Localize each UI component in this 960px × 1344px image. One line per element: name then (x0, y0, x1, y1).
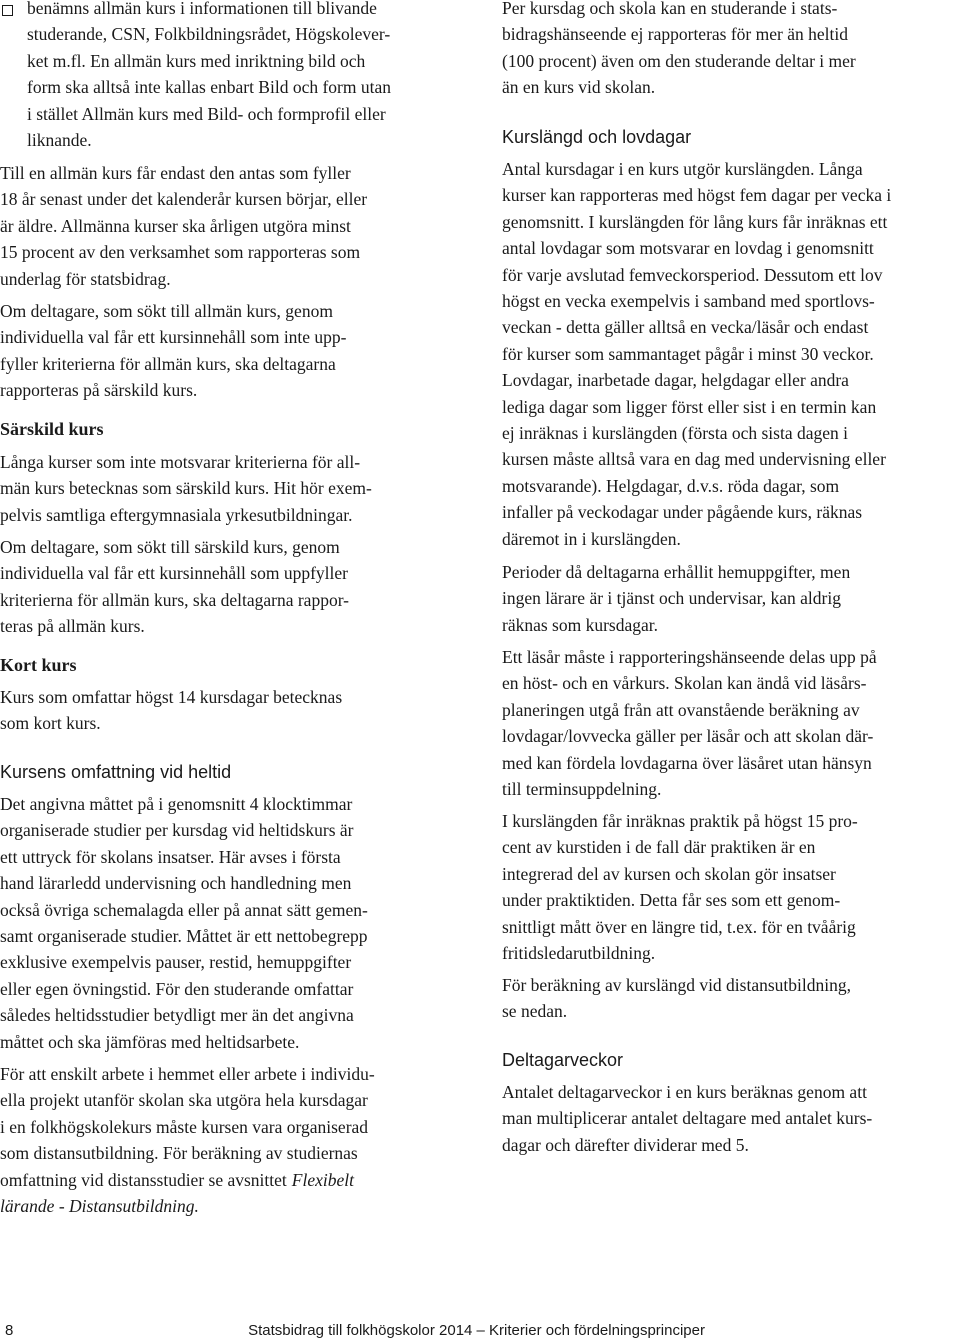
paragraph (0, 298, 347, 404)
text-line: ett uttryck för skolans insatser. Här avses i första (0, 846, 341, 867)
paragraph (0, 160, 367, 292)
text-line: än en kurs vid skolan. (502, 77, 656, 98)
text-line: som kort kurs. (0, 713, 101, 734)
text-line: kriterierna för allmän kurs, ska deltagarna rappor- (0, 589, 350, 610)
text-line: dagar och därefter dividerar med 5. (502, 1134, 749, 1155)
text-line: individuella val får ett kursinnehåll som uppfyller (0, 563, 348, 584)
text-line: Om deltagare, som sökt till allmän kurs, genom (0, 301, 333, 321)
footer-title: Statsbidrag till folkhögskolor 2014 – Kriterier och fördelningsprinciper (248, 1322, 705, 1339)
text-line: individuella val får ett kursinnehåll som inte upp- (0, 327, 347, 348)
text-line: Om deltagare, som sökt till särskild kurs, genom (0, 537, 340, 557)
text-line: planeringen utgå från att ovanstående beräkning av (502, 699, 860, 720)
paragraph (502, 808, 858, 966)
text-line: lediga dagar som ligger först eller sist i en termin kan (502, 396, 877, 417)
text-line: räknas som kursdagar. (502, 614, 659, 635)
text-line: liknande. (27, 130, 92, 151)
text-line: män kurs betecknas som särskild kurs. Hit hör exem- (0, 478, 372, 499)
text-line: underlag för statsbidrag. (0, 268, 171, 289)
text-line: samt organiserade studier. Måttet är ett nettobegrepp (0, 926, 368, 947)
text-line: bidragshänseende ej rapporteras för mer än heltid (502, 24, 848, 45)
text-line: som distansutbildning. För beräkning av studiernas (0, 1143, 358, 1164)
text-line: Långa kurser som inte motsvarar kriterierna för all- (0, 452, 361, 472)
text-line: således heltidsstudier betydligt mer än det angivna (0, 1005, 354, 1026)
bullet-text (0, 0, 452, 153)
text-line: kursen måste alltså vara en dag med undervisning eller (502, 449, 886, 470)
text-line: en höst- och en vårkurs. Skolan kan ändå vid läsårs- (502, 673, 867, 694)
page-footer (0, 1321, 960, 1341)
text-line: form ska alltså inte kallas enbart Bild och form utan (27, 77, 391, 98)
text-line: i stället Allmän kurs med Bild- och formprofil eller (27, 103, 386, 124)
text-line: måttet och ska jämföras med heltidsarbete. (0, 1031, 300, 1052)
text-line: I kurslängden får inräknas praktik på högst 15 pro- (502, 811, 858, 831)
text-line: Lovdagar, inarbetade dagar, helgdagar eller andra (502, 370, 849, 391)
text-line: motsvarande). Helgdagar, d.v.s. röda dagar, som (502, 475, 840, 496)
heading-kort-kurs: Kort kurs (0, 655, 77, 675)
text-line: 15 procent av den verksamhet som rapporteras som (0, 242, 361, 263)
text-line: för varje avslutad femveckorsperiod. Dessutom ett lov (502, 264, 883, 285)
text-line: Kurs som omfattar högst 14 kursdagar betecknas (0, 687, 343, 707)
paragraph (0, 449, 372, 528)
text-line: hand lärarledd undervisning och handledning men (0, 873, 352, 894)
text-line: benämns allmän kurs i informationen till blivande (27, 0, 377, 18)
text-line: Antal kursdagar i en kurs utgör kurslängden. Långa (502, 159, 863, 179)
paragraph (502, 156, 891, 552)
italic-reference-b: lärande - Distansutbildning. (0, 1196, 199, 1216)
paragraph (502, 559, 850, 638)
text-line: till terminsuppdelning. (502, 779, 662, 800)
text-line: med kan fördela lovdagarna över läsåret utan hänsyn (502, 752, 872, 773)
text-line: integrerad del av kursen och skolan gör insatser (502, 863, 836, 884)
heading-kursens-omfattning: Kursens omfattning vid heltid (0, 762, 232, 782)
text-line: (100 procent) även om den studerande deltar i mer (502, 50, 856, 71)
text-line: i en folkhögskolekurs måste kursen vara organiserad (0, 1116, 369, 1137)
text-line: kurser kan rapporteras med högst fem dagar per vecka i (502, 185, 892, 206)
paragraph (502, 0, 856, 101)
text-line: se nedan. (502, 1001, 568, 1022)
paragraph (502, 644, 877, 802)
text-line: också övriga schemalagda eller på annat sätt gemen- (0, 899, 368, 920)
text-line: Ett läsår måste i rapporteringshänseende delas upp på (502, 647, 877, 667)
text-line: veckan - detta gäller alltså en vecka/läsår och endast (502, 317, 869, 338)
text-line: ella projekt utanför skolan ska utgöra hela kursdagar (0, 1090, 368, 1111)
text-line: fyller kriterierna för allmän kurs, ska deltagarna (0, 353, 336, 374)
heading-deltagarveckor: Deltagarveckor (502, 1050, 624, 1070)
text-line: organiserade studier per kursdag vid heltidskurs är (0, 820, 354, 841)
text-line: rapporteras på särskild kurs. (0, 380, 198, 401)
text-line: studerande, CSN, Folkbildningsrådet, Högskolever- (27, 24, 391, 45)
text-line: exklusive exempelvis pauser, restid, hemuppgifter (0, 952, 352, 973)
text-line: För att enskilt arbete i hemmet eller arbete i individu- (0, 1064, 375, 1084)
text-line: är äldre. Allmänna kurser ska årligen utgöra minst (0, 215, 351, 236)
bullet-item (0, 0, 452, 153)
checkbox-icon (2, 5, 13, 16)
page-number: 8 (5, 1322, 14, 1339)
text-line: ej inräknas i kurslängden (första och sista dagen i (502, 423, 849, 444)
text-line: teras på allmän kurs. (0, 616, 145, 637)
text-line: cent av kurstiden i de fall där praktiken är en (502, 837, 816, 858)
text-line: lovdagar/lovvecka gäller per läsår och att skolan där- (502, 726, 874, 747)
text-line: fritidsledarutbildning. (502, 943, 656, 964)
text-line: genomsnitt. I kurslängden för lång kurs får inräknas ett (502, 211, 888, 232)
text-line: Till en allmän kurs får endast den antas som fyller (0, 163, 351, 183)
text-line: 18 år senast under det kalenderår kursen börjar, eller (0, 189, 368, 210)
paragraph (502, 972, 851, 1025)
paragraph (0, 684, 342, 737)
text-line: man multiplicerar antalet deltagare med antalet kurs- (502, 1108, 873, 1129)
text-line: Antalet deltagarveckor i en kurs beräknas genom att (502, 1082, 867, 1102)
text-line: ket m.fl. En allmän kurs med inriktning bild och (27, 50, 366, 71)
text-line: infaller på veckodagar under pågående kurs, räknas (502, 502, 863, 523)
heading-kurslangd: Kurslängd och lovdagar (502, 127, 692, 147)
text-line: eller egen övningstid. För den studerande omfattar (0, 978, 354, 999)
paragraph (0, 534, 349, 640)
paragraph (0, 791, 368, 1055)
text-line: under praktiktiden. Detta får ses som ett genom- (502, 890, 841, 911)
text-line: Per kursdag och skola kan en studerande i stats- (502, 0, 838, 18)
text-line: för kurser som sammantaget pågår i minst 30 veckor. (502, 343, 874, 364)
italic-reference-a: Flexibelt (291, 1169, 354, 1190)
text-line: antal lovdagar som motsvarar en lovdag i genomsnitt (502, 238, 874, 259)
text-line: ingen lärare är i tjänst och undervisar, kan aldrig (502, 588, 841, 609)
paragraph (502, 1079, 872, 1158)
heading-sarskild-kurs: Särskild kurs (0, 419, 104, 439)
text-line: pelvis samtliga eftergymnasiala yrkesutbildningar. (0, 504, 353, 525)
text-line: däremot in i kurslängden. (502, 528, 681, 549)
text-line: snittligt mått över en längre tid, t.ex. för en tvåårig (502, 916, 856, 937)
text-line: omfattning vid distansstudier se avsnittet (0, 1169, 287, 1190)
text-line: För beräkning av kurslängd vid distansutbildning, (502, 975, 851, 995)
text-line: Perioder då deltagarna erhållit hemuppgifter, men (502, 562, 851, 582)
text-line: Det angivna måttet på i genomsnitt 4 klocktimmar (0, 794, 353, 814)
text-line: högst en vecka exempelvis i samband med sportlovs- (502, 291, 875, 312)
